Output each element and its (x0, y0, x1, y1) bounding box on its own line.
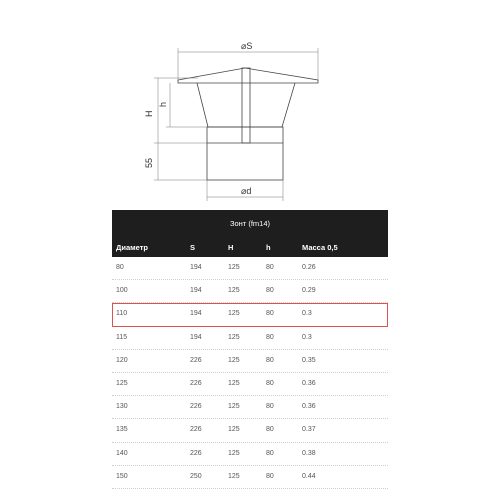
cell-h: 80 (266, 449, 274, 457)
cell-h: 80 (266, 264, 274, 271)
cell-mass: 0.36 (302, 403, 316, 411)
cell-s: 250 (190, 472, 202, 480)
cell-diameter: 80 (116, 264, 124, 271)
cell-diameter: 140 (116, 449, 128, 457)
cell-H: 125 (228, 287, 240, 295)
cell-diameter: 130 (116, 403, 128, 411)
pipe (207, 127, 283, 180)
table-row (112, 396, 388, 419)
cell-s: 226 (190, 356, 202, 364)
cell-H: 125 (228, 449, 240, 457)
dim-h-label: h (158, 101, 168, 107)
cell-mass: 0.35 (302, 356, 316, 364)
umbrella-cap (178, 68, 318, 83)
cell-H: 125 (228, 426, 240, 434)
cell-diameter: 110 (116, 310, 128, 318)
cell-h: 80 (266, 356, 274, 364)
cell-s: 226 (190, 403, 202, 411)
table-body (112, 257, 388, 489)
cell-H: 125 (228, 333, 240, 341)
cell-h: 80 (266, 287, 274, 295)
cell-h: 80 (266, 426, 274, 434)
cell-diameter: 120 (116, 356, 128, 364)
dim-s-label: ⌀S (241, 41, 253, 51)
table-row (112, 419, 388, 442)
cell-H: 125 (228, 403, 240, 411)
table-row (112, 327, 388, 350)
table-row (112, 303, 388, 326)
cell-mass: 0.38 (302, 449, 316, 457)
dim-55-label: 55 (144, 157, 154, 168)
header-s: S (190, 243, 196, 252)
cell-mass: 0.29 (302, 287, 316, 295)
cell-H: 125 (228, 472, 240, 480)
cell-h: 80 (266, 472, 274, 480)
table-row (112, 466, 388, 489)
cell-mass: 0.44 (302, 472, 316, 480)
header-h: h (266, 243, 271, 252)
cell-diameter: 135 (116, 426, 128, 434)
table-row (112, 350, 388, 373)
cell-s: 226 (190, 379, 202, 387)
cell-h: 80 (266, 403, 274, 411)
cell-mass: 0.26 (302, 264, 316, 271)
table-row (112, 443, 388, 466)
cell-s: 226 (190, 426, 202, 434)
cell-s: 226 (190, 449, 202, 457)
cell-s: 194 (190, 287, 202, 295)
table-row (112, 280, 388, 303)
table-row (112, 257, 388, 280)
cell-s: 194 (190, 264, 202, 271)
header-H: H (228, 243, 234, 252)
cell-mass: 0.3 (302, 310, 312, 318)
cell-H: 125 (228, 310, 240, 318)
table-title: Зонт (fm14) (112, 210, 388, 238)
cell-mass: 0.3 (302, 333, 312, 341)
cell-s: 194 (190, 310, 202, 318)
cell-H: 125 (228, 379, 240, 387)
cell-s: 194 (190, 333, 202, 341)
spec-table (112, 210, 388, 489)
cap-body (197, 83, 295, 127)
cell-mass: 0.36 (302, 379, 316, 387)
technical-drawing (0, 0, 500, 210)
dim-d-label: ⌀d (241, 186, 252, 196)
cell-diameter: 150 (116, 472, 128, 480)
dim-H-label: H (144, 110, 154, 117)
cell-h: 80 (266, 333, 274, 341)
cell-H: 125 (228, 264, 240, 271)
cell-h: 80 (266, 310, 274, 318)
table-row (112, 373, 388, 396)
cell-mass: 0.37 (302, 426, 316, 434)
cell-diameter: 115 (116, 333, 128, 341)
cell-diameter: 125 (116, 379, 128, 387)
header-diameter: Диаметр (116, 243, 148, 252)
cell-h: 80 (266, 379, 274, 387)
cell-H: 125 (228, 356, 240, 364)
cell-diameter: 100 (116, 287, 128, 295)
header-mass: Масса 0,5 (302, 243, 338, 252)
table-header-row (112, 238, 388, 257)
